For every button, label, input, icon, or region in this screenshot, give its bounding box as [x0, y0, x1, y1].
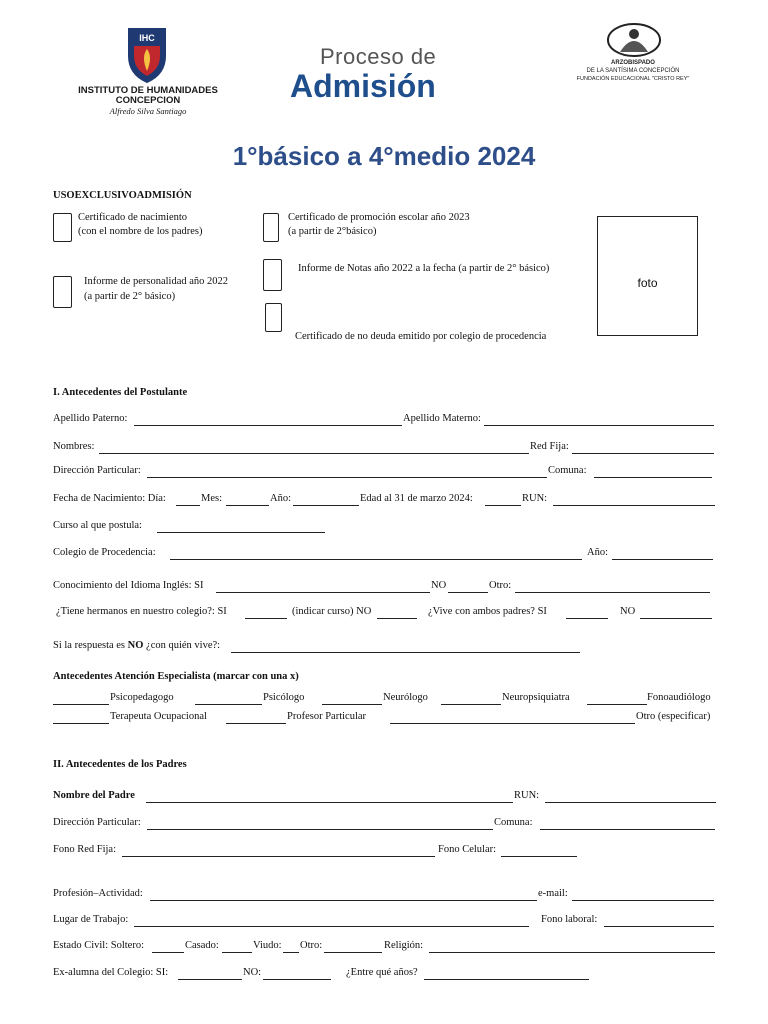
doc-birth-certificate-note: (con el nombre de los padres)	[78, 226, 203, 237]
direccion-field[interactable]	[147, 477, 547, 478]
admision-logo	[286, 44, 456, 110]
fono-laboral-field[interactable]	[604, 926, 714, 927]
fono-red-field[interactable]	[122, 856, 435, 857]
psicologo-mark[interactable]	[195, 704, 262, 705]
psicopedagogo-mark[interactable]	[53, 704, 109, 705]
casado-field[interactable]	[222, 952, 252, 953]
admision-logo-line1: Proceso de	[320, 44, 437, 69]
neuropsiquiatra-mark[interactable]	[441, 704, 501, 705]
checkbox-birth-certificate[interactable]	[53, 213, 72, 242]
doc-promotion-certificate-label: Certificado de promoción escolar año 2023	[288, 212, 470, 223]
photo-box[interactable]	[597, 216, 698, 336]
edad-label: Edad al 31 de marzo 2024:	[360, 493, 473, 504]
indicar-curso-label: (indicar curso) NO	[292, 606, 372, 617]
vive-ambos-si-field[interactable]	[566, 618, 608, 619]
hermanos-label: ¿Tiene hermanos en nuestro colegio?: SI	[56, 606, 227, 617]
apellido-paterno-field[interactable]	[134, 425, 402, 426]
terapeuta-mark[interactable]	[53, 723, 109, 724]
curso-field[interactable]	[157, 532, 325, 533]
vive-ambos-no-field[interactable]	[640, 618, 712, 619]
nombre-padre-label: Nombre del Padre	[53, 790, 135, 801]
direccion-label: Dirección Particular:	[53, 465, 141, 476]
casado-label: Casado:	[185, 940, 219, 951]
fonoaudiologo-label: Fonoaudiólogo	[647, 692, 711, 703]
email-label: e-mail:	[538, 888, 568, 899]
fonoaudiologo-mark[interactable]	[587, 704, 647, 705]
institute-name-line3: Alfredo Silva Santiago	[109, 106, 187, 116]
ex-alumna-label: Ex-alumna del Colegio: SI:	[53, 967, 169, 978]
ingles-otro-field[interactable]	[515, 592, 710, 593]
fono-laboral-label: Fono laboral:	[541, 914, 598, 925]
institute-logo	[78, 24, 218, 119]
fecha-nacimiento-label: Fecha de Nacimiento: Día:	[53, 493, 166, 504]
religion-label: Religión:	[384, 940, 424, 951]
otro-especialista-field[interactable]	[390, 723, 635, 724]
ingles-otro-label: Otro:	[489, 580, 512, 591]
crest-icon	[126, 26, 168, 84]
apellido-materno-field[interactable]	[484, 425, 714, 426]
padre-run-field[interactable]	[545, 802, 716, 803]
doc-personality-report-label: Informe de personalidad año 2022	[84, 276, 229, 287]
padre-comuna-label: Comuna:	[494, 817, 533, 828]
hermanos-si-field[interactable]	[245, 618, 287, 619]
con-quien-vive-label: Si la respuesta es NO ¿con quién vive?:	[53, 640, 221, 651]
checkbox-promotion-certificate[interactable]	[263, 213, 279, 242]
colegio-anio-field[interactable]	[612, 559, 713, 560]
photo-label: foto	[637, 276, 658, 290]
viudo-field[interactable]	[283, 952, 299, 953]
fono-celular-field[interactable]	[501, 856, 577, 857]
archdiocese-emblem-icon	[606, 22, 662, 58]
nombres-label: Nombres:	[53, 441, 95, 452]
svg-text:IHC: IHC	[139, 33, 155, 43]
apellido-materno-label: Apellido Materno:	[403, 413, 481, 424]
entre-anios-label: ¿Entre qué años?	[346, 967, 418, 978]
doc-birth-certificate-label: Certificado de nacimiento	[78, 212, 188, 223]
colegio-anio-label: Año:	[587, 547, 608, 558]
psicopedagogo-label: Psicopedagogo	[110, 692, 174, 703]
vive-ambos-label: ¿Vive con ambos padres? SI	[428, 606, 547, 617]
dia-field[interactable]	[176, 505, 200, 506]
anio-label: Año:	[270, 493, 291, 504]
comuna-field[interactable]	[594, 477, 712, 478]
archdiocese-logo	[578, 22, 688, 92]
hermanos-no-field[interactable]	[377, 618, 417, 619]
doc-grades-report-label: Informe de Notas año 2022 a la fecha (a partir de 2° básico)	[298, 263, 550, 274]
nombres-field[interactable]	[99, 453, 529, 454]
padre-comuna-field[interactable]	[540, 829, 715, 830]
otro-estado-field[interactable]	[324, 952, 382, 953]
fono-celular-label: Fono Celular:	[438, 844, 497, 855]
archdiocese-line3: FUNDACIÓN EDUCACIONAL "CRISTO REY"	[576, 76, 690, 82]
admision-logo-line2: Admisión	[290, 68, 436, 104]
page-title: 1°básico a 4°medio 2024	[232, 141, 536, 171]
archdiocese-line2: DE LA SANTÍSIMA CONCEPCIÓN	[586, 68, 680, 74]
checkbox-grades-report[interactable]	[263, 259, 282, 291]
neurologo-mark[interactable]	[322, 704, 382, 705]
mes-label: Mes:	[201, 493, 222, 504]
colegio-field[interactable]	[170, 559, 582, 560]
vive-ambos-no-label: NO	[620, 606, 636, 617]
ex-alumna-si-field[interactable]	[178, 979, 242, 980]
viudo-label: Viudo:	[253, 940, 282, 951]
checkbox-personality-report[interactable]	[53, 276, 72, 308]
profesor-label: Profesor Particular	[287, 711, 367, 722]
red-fija-field[interactable]	[572, 453, 714, 454]
anio-field[interactable]	[293, 505, 359, 506]
email-field[interactable]	[572, 900, 714, 901]
lugar-trabajo-field[interactable]	[134, 926, 529, 927]
padre-run-label: RUN:	[514, 790, 540, 801]
neurologo-label: Neurólogo	[383, 692, 428, 703]
padre-direccion-field[interactable]	[147, 829, 493, 830]
apellido-paterno-label: Apellido Paterno:	[53, 413, 128, 424]
terapeuta-label: Terapeuta Ocupacional	[110, 711, 207, 722]
soltero-field[interactable]	[152, 952, 184, 953]
estado-civil-label: Estado Civil: Soltero:	[53, 940, 144, 951]
edad-field[interactable]	[485, 505, 521, 506]
archdiocese-line1: ARZOBISPADO	[611, 60, 655, 66]
curso-label: Curso al que postula:	[53, 520, 142, 531]
run-field[interactable]	[553, 505, 715, 506]
ex-alumna-no-field[interactable]	[263, 979, 331, 980]
colegio-label: Colegio de Procedencia:	[53, 547, 156, 558]
doc-no-debt-certificate-label: Certificado de no deuda emitido por colegio de procedencia	[295, 331, 547, 342]
red-fija-label: Red Fija:	[530, 441, 569, 452]
fono-red-label: Fono Red Fija:	[53, 844, 117, 855]
padre-direccion-label: Dirección Particular:	[53, 817, 141, 828]
otro-estado-label: Otro:	[300, 940, 323, 951]
ingles-label: Conocimiento del Idioma Inglés: SI	[53, 580, 204, 591]
institute-name-line2: CONCEPCION	[115, 95, 181, 106]
checkbox-no-debt-certificate[interactable]	[265, 303, 282, 332]
psicologo-label: Psicólogo	[263, 692, 305, 703]
ingles-no-label: NO	[431, 580, 447, 591]
doc-promotion-certificate-note: (a partir de 2°básico)	[288, 226, 377, 237]
comuna-label: Comuna:	[548, 465, 587, 476]
section-1-heading: I. Antecedentes del Postulante	[53, 387, 188, 398]
section-2-heading: II. Antecedentes de los Padres	[53, 759, 187, 770]
profesion-label: Profesión–Actividad:	[53, 888, 143, 899]
profesor-mark[interactable]	[226, 723, 286, 724]
doc-personality-report-note: (a partir de 2° básico)	[84, 291, 176, 302]
ingles-si-field[interactable]	[216, 592, 430, 593]
nombre-padre-field[interactable]	[146, 802, 513, 803]
neuropsiquiatra-label: Neuropsiquiatra	[502, 692, 570, 703]
con-quien-vive-field[interactable]	[231, 652, 580, 653]
otro-especialista-label: Otro (especificar)	[636, 711, 711, 722]
profesion-field[interactable]	[150, 900, 537, 901]
ex-alumna-no-label: NO:	[243, 967, 262, 978]
institute-name-line1: INSTITUTO DE HUMANIDADES	[78, 85, 218, 96]
entre-anios-field[interactable]	[424, 979, 589, 980]
ingles-no-field[interactable]	[448, 592, 488, 593]
especialista-heading: Antecedentes Atención Especialista (marcar con una x)	[53, 671, 299, 682]
admin-heading: USOEXCLUSIVOADMISIÓN	[53, 190, 192, 201]
lugar-trabajo-label: Lugar de Trabajo:	[53, 914, 129, 925]
run-label: RUN:	[522, 493, 548, 504]
mes-field[interactable]	[226, 505, 269, 506]
religion-field[interactable]	[429, 952, 715, 953]
